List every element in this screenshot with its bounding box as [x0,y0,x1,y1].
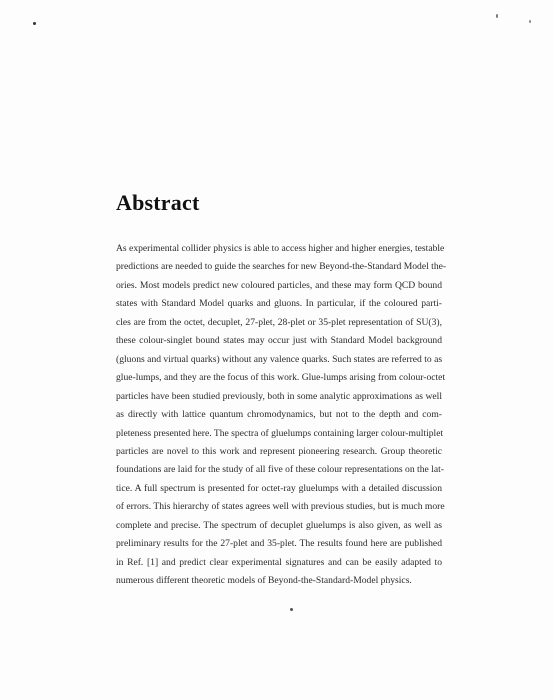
text-line: (gluons and virtual quarks) without any valence quarks. Such states are referred to as [116,353,443,365]
scan-speck [496,14,498,18]
text-line: As experimental collider physics is able to access higher and higher energies, testable [116,243,445,254]
text-line: as directly with lattice quantum chromodynamics, but not to the depth and com- [116,409,442,421]
text-line: of errors. This hierarchy of states agrees well with previous studies, but is much more [116,501,445,513]
scan-speck [290,608,293,611]
text-line: foundations are laid for the study of all five of these colour representations on the lat- [116,464,444,476]
text-line: particles have been studied previously, both in some analytic approximations as well [116,390,442,402]
text-line: predictions are needed to guide the searches for new Beyond-the-Standard Model the- [116,261,447,273]
text-line: ories. Most models predict new coloured particles, and these may form QCD bound [116,279,442,291]
text-line: pleteness presented here. The spectra of gluelumps containing larger colour-multiplet [116,427,444,439]
text-line: complete and precise. The spectrum of decuplet gluelumps is also given, as well as [116,519,442,531]
scan-speck [33,22,36,25]
text-line: in Ref. [1] and predict clear experimental signatures and can be easily adapted to [116,556,442,568]
scan-speck [529,20,531,23]
text-line: numerous different theoretic models of Beyond-the-Standard-Model physics. [116,575,412,587]
text-line: tice. A full spectrum is presented for octet-ray gluelumps with a detailed discussion [116,482,442,494]
text-line: particles are novel to this work and represent pioneering research. Group theoretic [116,445,442,457]
abstract-body [116,240,447,591]
text-line: preliminary results for the 27-plet and 35-plet. The results found here are published [116,538,442,550]
text-line: these colour-singlet bound states may occur just with Standard Model background [116,335,442,347]
section-heading: Abstract [116,190,200,215]
text-line: glue-lumps, and they are the focus of this work. Glue-lumps arising from colour-octet [116,372,446,384]
text-line: cles are from the octet, decuplet, 27-plet, 28-plet or 35-plet representation of SU(3), [116,316,442,328]
text-line: states with Standard Model quarks and gluons. In particular, if the coloured parti- [116,298,442,310]
